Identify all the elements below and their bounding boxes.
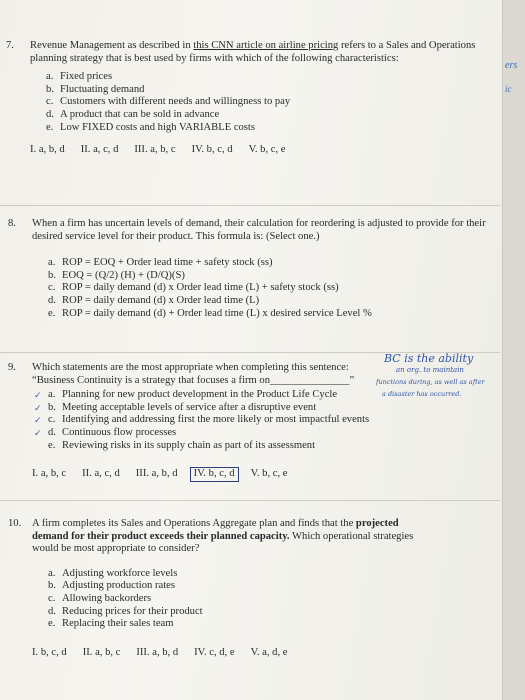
question-7 <box>6 40 496 157</box>
question-number: 8. <box>8 218 16 229</box>
question-number: 7. <box>6 40 14 51</box>
cnn-article-link[interactable]: this CNN article on airline pricing <box>193 40 339 51</box>
option-c: c. Customers with different needs and willingness to pay <box>46 96 291 108</box>
combo-2: II. a, c, d <box>82 468 120 480</box>
side-note-2: ic <box>505 84 512 94</box>
combo-3: III. a, b, d <box>136 646 179 658</box>
option-b: b. Fluctuating demand <box>46 83 145 95</box>
option-b: b. Adjusting production rates <box>48 580 175 592</box>
combo-4: IV. c, d, e <box>194 646 235 658</box>
combo-4: IV. b, c, d <box>191 144 233 156</box>
divider <box>0 205 500 206</box>
option-c: ✓ c. Identifying and addressing first the more likely or most impactful events <box>34 414 370 426</box>
question-number: 9. <box>8 362 16 373</box>
checkmark-icon: ✓ <box>34 402 42 413</box>
question-8 <box>8 218 498 320</box>
option-b: ✓ b. Meeting acceptable levels of service after a disruptive event <box>34 401 317 413</box>
option-a: a. ROP = EOQ + Order lead time + safety stock (ss) <box>48 257 273 269</box>
handwritten-note-line-1: BC is the ability <box>384 352 474 365</box>
options-list <box>34 389 498 452</box>
answer-combinations <box>30 144 496 157</box>
options-list <box>46 71 496 134</box>
question-stem: When a firm has uncertain levels of demand, their calculation for reordering is adjusted to provide for their desired service level for their product. This formula is: (Select one.) <box>32 218 486 242</box>
question-10 <box>8 518 498 659</box>
adjacent-page-edge <box>502 0 525 700</box>
option-e: e. Low FIXED costs and high VARIABLE costs <box>46 121 256 133</box>
checkmark-icon: ✓ <box>34 390 42 401</box>
checkmark-icon: ✓ <box>34 415 42 426</box>
option-b: b. EOQ = (Q/2) (H) + (D/Q)(S) <box>48 269 185 281</box>
option-d: d. Reducing prices for their product <box>48 605 203 617</box>
combo-5: V. b, c, e <box>248 144 286 156</box>
side-note-1: ers <box>505 60 518 71</box>
combo-5: V. b, c, e <box>250 468 288 480</box>
question-stem: Revenue Management as described in this CNN article on airline pricing refers to a Sales and Operations planning strategy that is best used by firms with which of the following characteristics: <box>30 40 476 64</box>
option-e: e. Reviewing risks in its supply chain as part of its assessment <box>48 439 316 451</box>
combo-5: V. a, d, e <box>250 646 288 658</box>
divider <box>0 500 500 501</box>
emphasized-text: projected demand for their product exceeds their planned capacity. <box>32 518 399 542</box>
options-list <box>48 257 498 320</box>
question-number: 10. <box>8 518 22 529</box>
option-a: a. Fixed prices <box>46 71 113 83</box>
option-d: d. ROP = daily demand (d) x Order lead time (L) <box>48 294 260 306</box>
combo-4-circled: IV. b, c, d <box>190 467 239 482</box>
question-stem: A firm completes its Sales and Operations Aggregate plan and finds that the projected demand for their product exceeds their planned capacity. Which operational strategies would be most appropriate to consider? <box>32 518 414 555</box>
combo-3: III. a, b, d <box>135 468 178 480</box>
combo-2: II. a, c, d <box>80 144 119 156</box>
combo-3: III. a, b, c <box>134 144 176 156</box>
answer-combinations <box>32 647 498 660</box>
checkmark-icon: ✓ <box>34 427 42 438</box>
option-e: e. ROP = daily demand (d) + Order lead time (L) x desired service Level % <box>48 307 372 319</box>
option-d: d. A product that can be sold in advance <box>46 108 220 120</box>
option-e: e. Replacing their sales team <box>48 618 174 630</box>
handwritten-note-line-2: an org. to maintain <box>396 366 464 374</box>
question-stem: Which statements are the most appropriate when completing this sentence: “Business Continuity is a strategy that focuses a firm on_______________” <box>32 362 355 386</box>
option-c: c. Allowing backorders <box>48 592 152 604</box>
option-c: c. ROP = daily demand (d) x Order lead time (L) + safety stock (ss) <box>48 282 339 294</box>
combo-1: I. a, b, c <box>32 468 67 480</box>
option-a: a. Adjusting workforce levels <box>48 567 178 579</box>
handwritten-note-line-3: functions during, as well as after <box>376 378 485 386</box>
options-list <box>48 568 498 631</box>
option-d: ✓ d. Continuous flow processes <box>34 426 177 438</box>
combo-1: I. a, b, d <box>30 144 65 156</box>
handwritten-note-line-4: a disaster has occurred. <box>382 390 462 398</box>
answer-combinations <box>32 468 498 481</box>
option-a: ✓ a. Planning for new product development in the Product Life Cycle <box>34 389 338 401</box>
combo-1: I. b, c, d <box>32 646 67 658</box>
combo-2: II. a, b, c <box>82 646 121 658</box>
